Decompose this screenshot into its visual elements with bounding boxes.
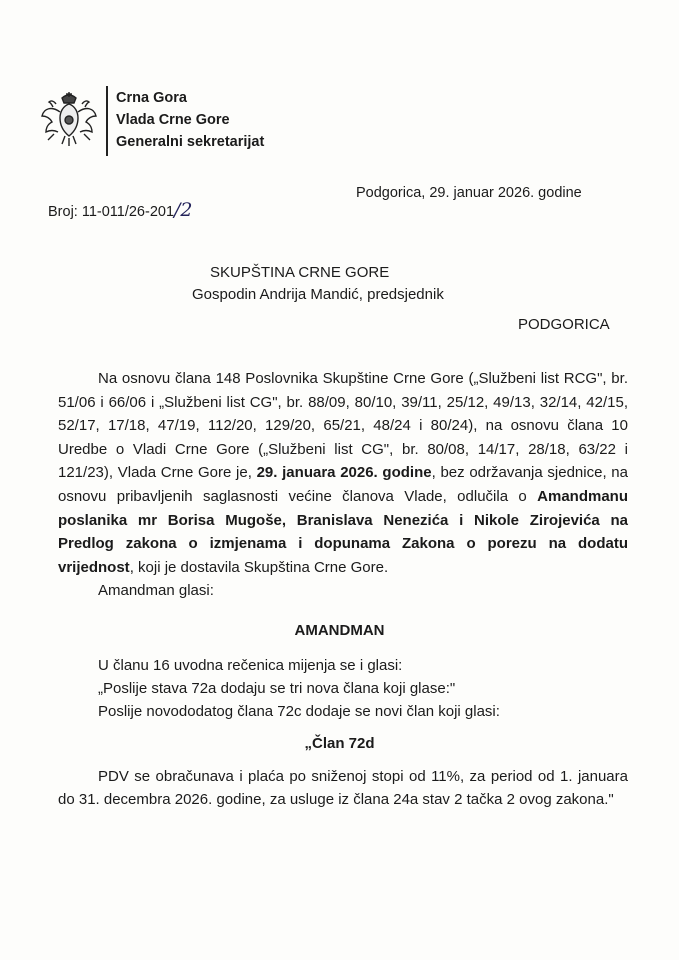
amendment-lead: Amandman glasi:	[98, 582, 214, 600]
recipient-person: Gospodin Andrija Mandić, predsjednik	[192, 286, 444, 303]
amendment-line-2: „Poslije stava 72a dodaju se tri nova člana koji glase:"	[98, 680, 456, 697]
recipient-city: PODGORICA	[518, 316, 610, 333]
main-paragraph-text-a: Na osnovu člana 148 Poslovnika Skupštine Crne Gore („Službeni list RCG", br. 51/06 i 66/06 i „Službeni list CG", br. 88/09, 80/10, 39/11, 25/12, 49/13, 32/14, 42/15, 52/17, 17/18, 47/19, 112/20, 129/20, 65/21, 48/24 i 80/24), na osnovu člana 10 Uredbe o Vladi Crne Gore („Službeni list CG", br. 80/08, 14/17, 28/18, 63/22 i 121/23), Vlada Crne Gore je,	[58, 370, 628, 482]
header-government: Vlada Crne Gore	[116, 112, 230, 128]
main-paragraph	[58, 367, 628, 579]
document-date: Podgorica, 29. januar 2026. godine	[356, 185, 582, 201]
article-text: PDV se obračunava i plaća po sniženoj stopi od 11%, za period od 1. januara do 31. decembra 2026. godine, za usluge iz člana 24a stav 2 tačka 2 ovog zakona."	[58, 768, 628, 808]
amendment-lines	[98, 654, 628, 723]
amendment-line-1: U članu 16 uvodna rečenica mijenja se i glasi:	[98, 657, 403, 674]
amendment-line-3: Poslije novododatog člana 72c dodaje se novi član koji glasi:	[98, 703, 500, 720]
institution-header	[116, 87, 264, 153]
article-body	[58, 765, 628, 811]
header-divider	[106, 86, 108, 156]
reference-number	[48, 199, 193, 221]
amendment-subject: Amandmanu poslanika mr Borisa Mugoše, Branislava Nenezića i Nikole Zirojevića na Predlog zakona o izmjenama i dopunama Zakona o porezu na dodatu vrijednost	[58, 487, 628, 576]
reference-label: Broj: 11-011/26-201	[48, 204, 175, 220]
header-country: Crna Gora	[116, 90, 187, 106]
main-paragraph-text-c: , koji je dostavila Skupština Crne Gore.	[129, 558, 389, 576]
decision-date: 29. januara 2026. godine	[256, 464, 432, 482]
handwritten-suffix: /2	[174, 199, 193, 221]
letter-body	[58, 367, 628, 603]
article-title: „Član 72d	[304, 735, 375, 752]
main-paragraph-text-b: , bez održavanja sjednice, na osnovu pribavljenih saglasnosti većine članova Vlade, odlučila o	[58, 464, 628, 505]
amendment-title: AMANDMAN	[294, 622, 385, 639]
header-secretariat: Generalni sekretarijat	[116, 134, 265, 150]
recipient-name: SKUPŠTINA CRNE GORE	[210, 264, 390, 281]
recipient-block	[192, 262, 444, 306]
coat-of-arms-icon	[40, 90, 98, 152]
